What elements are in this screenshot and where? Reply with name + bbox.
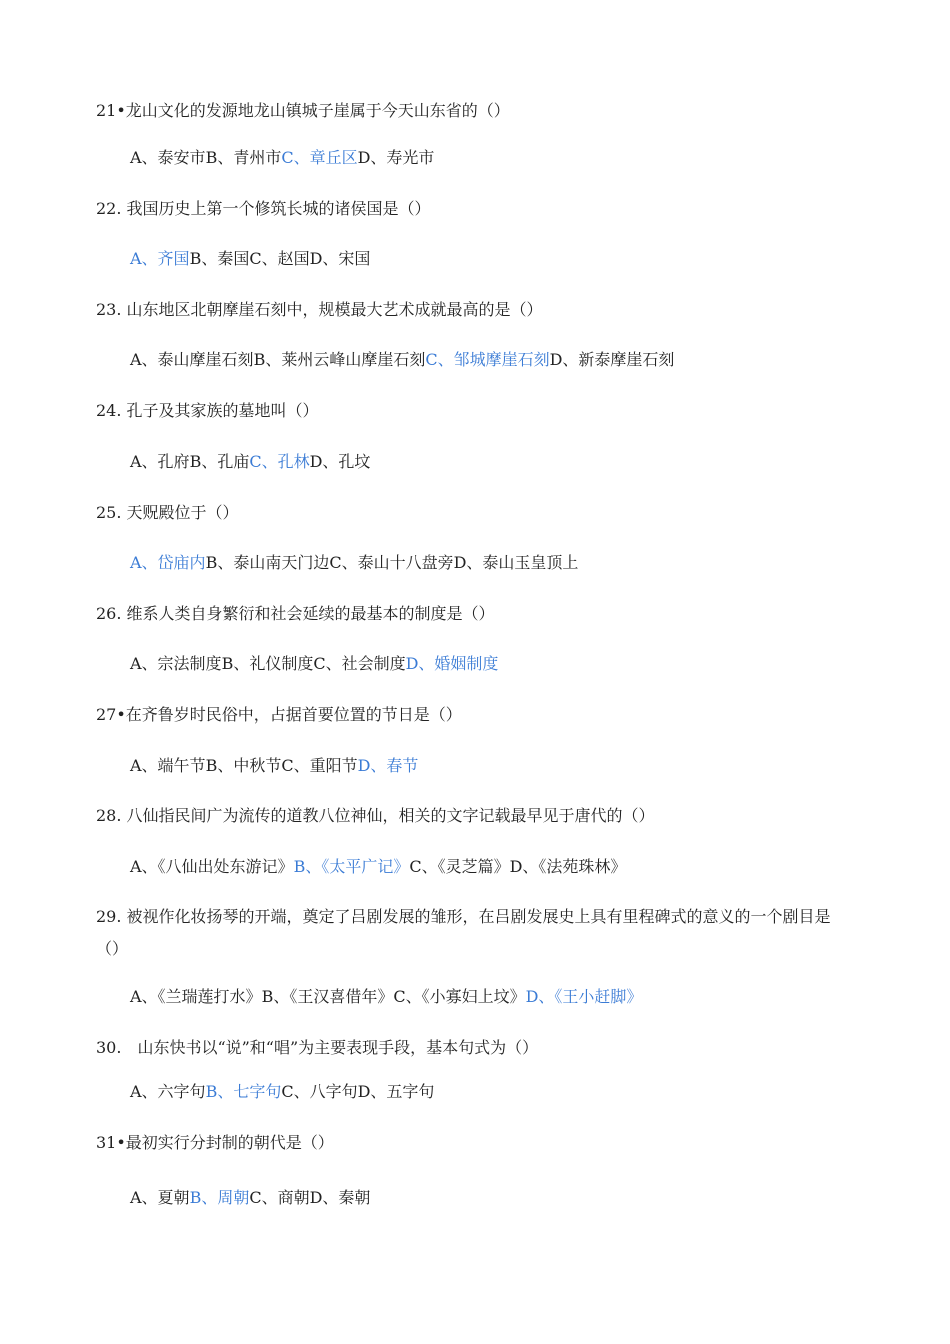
option-d: D、秦朝 [309, 1188, 371, 1207]
question-25: 25. 天贶殿位于（） [96, 503, 239, 522]
option-b: B、七字句 [205, 1082, 282, 1101]
option-a: A、泰安市 [130, 148, 206, 167]
options-25 [130, 552, 578, 574]
question-27: 27•在齐鲁岁时民俗中，占据首要位置的节日是（） [96, 705, 462, 724]
option-a: A、齐国 [130, 249, 190, 268]
options-31 [130, 1187, 370, 1209]
question-26: 26. 维系人类自身繁衍和社会延续的最基本的制度是（） [96, 604, 495, 623]
option-d: D、新泰摩崖石刻 [549, 350, 675, 369]
option-a: A、《八仙出处东游记》 [130, 857, 294, 876]
question-29: 29. 被视作化妆扬琴的开端，奠定了吕剧发展的雏形，在吕剧发展史上具有里程碑式的意义的一个剧目是（） [96, 907, 831, 958]
option-c: C、《小寡妇上坟》 [393, 987, 526, 1006]
question-31: 31•最初实行分封制的朝代是（） [96, 1133, 334, 1152]
options-29 [130, 986, 642, 1008]
option-d: D、《法苑珠林》 [509, 857, 627, 876]
option-b: B、泰山南天门边 [205, 553, 330, 572]
question-23: 23. 山东地区北朝摩崖石刻中，规模最大艺术成就最高的是（） [96, 300, 543, 319]
option-c: C、《灵芝篇》 [409, 857, 510, 876]
question-30: 30. 山东快书以“说”和“唱”为主要表现手段，基本句式为（） [96, 1038, 539, 1057]
option-b: B、秦国 [189, 249, 250, 268]
option-a: A、泰山摩崖石刻 [130, 350, 254, 369]
option-b: B、《太平广记》 [293, 857, 410, 876]
option-c: C、赵国 [249, 249, 310, 268]
option-d: D、春节 [357, 756, 419, 775]
options-26 [130, 653, 498, 675]
options-28 [130, 856, 626, 878]
option-c: C、泰山十八盘旁 [329, 553, 454, 572]
options-22 [130, 248, 370, 270]
options-30 [130, 1081, 434, 1103]
option-a: A、宗法制度 [130, 654, 222, 673]
options-23 [130, 349, 674, 371]
option-d: D、孔坟 [309, 452, 371, 471]
option-d: D、婚姻制度 [405, 654, 499, 673]
option-a: A、岱庙内 [130, 553, 206, 572]
option-c: C、邹城摩崖石刻 [425, 350, 550, 369]
option-d: D、五字句 [357, 1082, 435, 1101]
option-b: B、《王汉喜借年》 [261, 987, 394, 1006]
option-b: B、青州市 [205, 148, 282, 167]
option-a: A、孔府 [130, 452, 190, 471]
option-c: C、重阳节 [281, 756, 358, 775]
options-21 [130, 147, 434, 169]
option-a: A、端午节 [130, 756, 206, 775]
question-24: 24. 孔子及其家族的墓地叫（） [96, 401, 319, 420]
option-a: A、六字句 [130, 1082, 206, 1101]
option-c: C、章丘区 [281, 148, 358, 167]
option-c: C、八字句 [281, 1082, 358, 1101]
option-b: B、周朝 [189, 1188, 250, 1207]
option-b: B、孔庙 [189, 452, 250, 471]
option-a: A、《兰瑞莲打水》 [130, 987, 262, 1006]
option-c: C、孔林 [249, 452, 310, 471]
question-28: 28. 八仙指民间广为流传的道教八位神仙，相关的文字记载最早见于唐代的（） [96, 806, 655, 825]
option-c: C、商朝 [249, 1188, 310, 1207]
question-21: 21•龙山文化的发源地龙山镇城子崖属于今天山东省的（） [96, 101, 510, 120]
option-d: D、泰山玉皇顶上 [453, 553, 579, 572]
option-d: D、宋国 [309, 249, 371, 268]
option-c: C、社会制度 [313, 654, 406, 673]
option-d: D、《王小赶脚》 [525, 987, 643, 1006]
option-a: A、夏朝 [130, 1188, 190, 1207]
option-d: D、寿光市 [357, 148, 435, 167]
options-27 [130, 755, 418, 777]
options-24 [130, 451, 370, 473]
question-22: 22. 我国历史上第一个修筑长城的诸侯国是（） [96, 199, 431, 218]
option-b: B、莱州云峰山摩崖石刻 [253, 350, 426, 369]
option-b: B、中秋节 [205, 756, 282, 775]
option-b: B、礼仪制度 [221, 654, 314, 673]
